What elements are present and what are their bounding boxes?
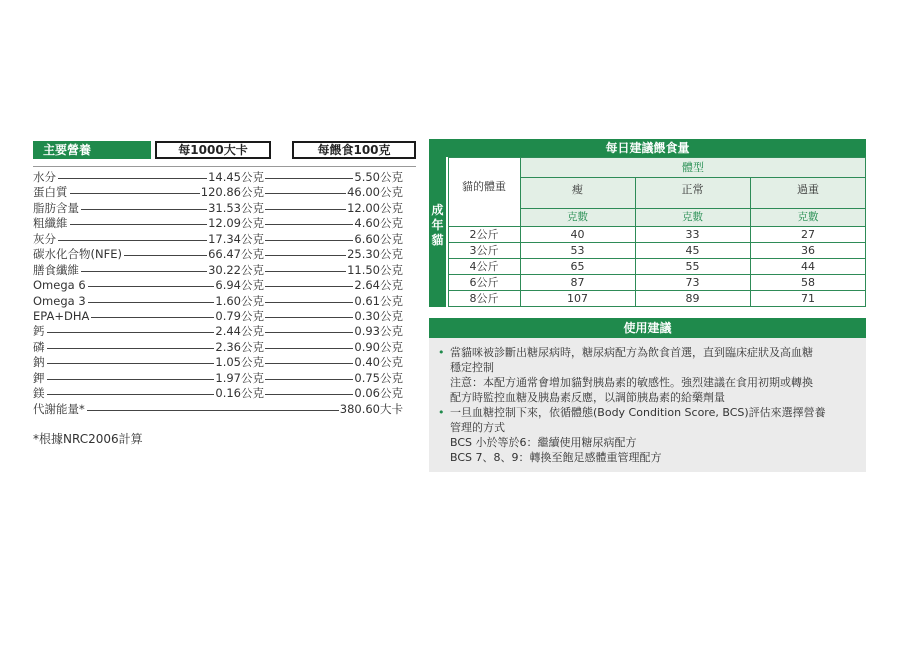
nutrition-row [33, 278, 416, 293]
weight-header: 貓的體重 [462, 180, 506, 193]
nutrition-header [33, 141, 416, 159]
nutrient-name: 磷 [33, 339, 45, 354]
nutrient-name: 灰分 [33, 231, 56, 246]
body-type-header: 體型 [682, 161, 704, 174]
grid-line [520, 177, 866, 178]
nutrition-row [33, 263, 416, 278]
feeding-value-cell: 40 [570, 228, 585, 241]
leader-line [265, 348, 358, 349]
feeding-value-cell: 27 [801, 228, 815, 241]
usage-body [438, 345, 858, 465]
usage-text: 一旦血糖控制下來，依循體態(Body Condition Score, BCS)評估來選擇營養 [450, 406, 826, 419]
nutrient-per1000: 12.09公克 [208, 216, 264, 231]
nutrition-row [33, 340, 416, 355]
nutrient-per1000: 6.94公克 [215, 278, 264, 293]
grid-line [448, 290, 866, 291]
nutrient-per1000: 17.34公克 [208, 231, 264, 246]
leader-line [33, 240, 221, 241]
nutrient-name: 蛋白質 [33, 185, 68, 200]
leader-line [265, 209, 358, 210]
leader-line [265, 224, 358, 225]
nutrition-row [33, 247, 416, 262]
feeding-value-cell: 55 [685, 260, 700, 273]
nutrition-row [33, 232, 416, 247]
side-label-char: 貓 [431, 233, 444, 247]
nutrient-per1000: 2.44公克 [215, 324, 264, 339]
grid-line [448, 157, 866, 158]
nutrition-row [33, 294, 416, 309]
nutrition-row [33, 324, 416, 339]
feeding-weight-cell: 4公斤 [469, 260, 499, 273]
side-label-char: 年 [431, 218, 444, 232]
feeding-weight-cell: 6公斤 [469, 276, 499, 289]
leader-line [33, 348, 221, 349]
nutrition-row [33, 170, 416, 185]
leader-line [265, 394, 358, 395]
usage-bcs: BCS 小於等於6：繼續使用糖尿病配方 [450, 436, 637, 449]
feeding-value-cell: 73 [685, 276, 700, 289]
usage-text: 管理的方式 [450, 421, 505, 434]
usage-bcs: BCS 7、8、9：轉換至飽足感體重管理配方 [450, 451, 662, 464]
usage-text: 穩定控制 [450, 361, 494, 374]
leader-line [33, 394, 221, 395]
feeding-value-cell: 53 [570, 244, 585, 257]
nutrient-name: 鈉 [33, 355, 45, 370]
feeding-value-cell: 36 [801, 244, 815, 257]
unit-label-thin: 克數 [567, 211, 588, 223]
leader-line [265, 240, 358, 241]
grid-line [448, 258, 866, 259]
nutrition-rows [33, 170, 416, 417]
bullet-dot-icon: • [438, 346, 445, 359]
nutrient-per100: 12.00公克 [347, 200, 403, 215]
nutrition-header-per1000: 每1000大卡 [155, 141, 271, 159]
nutrition-footnote: *根據NRC2006計算 [33, 432, 143, 446]
grid-line [448, 306, 866, 307]
nutrient-per100: 2.64公克 [354, 278, 403, 293]
nutrition-divider [33, 166, 416, 167]
feeding-value-cell: 89 [685, 292, 700, 305]
nutrient-per100: 0.93公克 [354, 324, 403, 339]
leader-line [33, 379, 221, 380]
feeding-value-cell: 107 [567, 292, 588, 305]
nutrient-per1000: 0.79公克 [215, 308, 264, 323]
bullet-dot-icon: • [438, 406, 445, 419]
leader-line [33, 332, 221, 333]
feeding-grid [448, 157, 866, 307]
nutrient-per1000: 0.16公克 [215, 386, 264, 401]
feeding-weight-cell: 3公斤 [469, 244, 499, 257]
grid-line [448, 242, 866, 243]
nutrient-per100: 46.00公克 [347, 185, 403, 200]
nutrient-per1000: 120.86公克 [200, 185, 264, 200]
feeding-value-cell: 87 [570, 276, 585, 289]
feeding-value-cell: 58 [801, 276, 815, 289]
side-label-char: 成 [431, 203, 444, 217]
nutrient-per1000: 2.36公克 [215, 339, 264, 354]
nutrient-per1000: 1.97公克 [215, 370, 264, 385]
nutrient-name: 膳食纖維 [33, 262, 79, 277]
usage-text: 當貓咪被診斷出糖尿病時，糖尿病配方為飲食首選，直到臨床症狀及高血糖 [450, 346, 813, 359]
feeding-weight-cell: 2公斤 [469, 228, 499, 241]
nutrient-name: 碳水化合物(NFE) [33, 247, 122, 262]
nutrient-per100: 4.60公克 [354, 216, 403, 231]
grid-line [520, 208, 866, 209]
feeding-weight-cell: 8公斤 [469, 292, 499, 305]
nutrient-per100: 0.90公克 [354, 339, 403, 354]
nutrient-name: Omega 6 [33, 278, 86, 293]
leader-line [265, 302, 358, 303]
usage-bullet-2 [438, 405, 858, 465]
nutrition-row [33, 216, 416, 231]
usage-title: 使用建議 [429, 318, 866, 338]
feeding-title: 每日建議餵食量 [429, 139, 866, 157]
nutrient-per100: 6.60公克 [354, 231, 403, 246]
feeding-value-cell: 65 [570, 260, 585, 273]
nutrition-table [33, 141, 416, 417]
feeding-value-cell: 33 [685, 228, 700, 241]
unit-label-normal: 克數 [682, 211, 703, 223]
nutrient-per100: 0.61公克 [354, 293, 403, 308]
nutrition-header-main: 主要營養 [33, 141, 151, 159]
nutrient-per1000: 1.05公克 [215, 355, 264, 370]
nutrient-name: 鉀 [33, 370, 45, 385]
leader-line [265, 286, 358, 287]
nutrient-name: 粗纖維 [33, 216, 68, 231]
nutrient-name: 水分 [33, 170, 56, 184]
nutrition-row [33, 371, 416, 386]
nutrient-name: 鎂 [33, 386, 45, 401]
type-header-overweight: 過重 [797, 183, 819, 196]
leader-line [265, 255, 358, 256]
leader-line [33, 363, 221, 364]
leader-line [265, 332, 358, 333]
leader-line [265, 317, 358, 318]
nutrient-per1000: 1.60公克 [215, 293, 264, 308]
nutrient-per100: 0.06公克 [354, 386, 403, 401]
energy-value: 380.60大卡 [339, 401, 403, 416]
usage-panel [429, 318, 866, 472]
nutrient-per100: 25.30公克 [347, 247, 403, 262]
feeding-value-cell: 45 [685, 244, 700, 257]
nutrient-per1000: 14.45公克 [208, 170, 264, 184]
leader-line [265, 379, 358, 380]
usage-note: 配方時監控血糖及胰島素反應，以調節胰島素的給藥劑量 [450, 391, 725, 404]
feeding-table [429, 139, 866, 307]
leader-line [265, 193, 358, 194]
usage-bullet-1 [438, 345, 858, 405]
unit-label-overweight: 克數 [797, 211, 819, 223]
nutrition-header-per100: 每餵食100克 [292, 141, 416, 159]
nutrient-name: 鈣 [33, 324, 45, 339]
feeding-side-label [429, 157, 446, 307]
leader-line [265, 178, 358, 179]
nutrient-per1000: 31.53公克 [208, 200, 264, 215]
usage-note: 注意：本配方通常會增加貓對胰島素的敏感性。強烈建議在食用初期或轉換 [450, 376, 813, 389]
nutrition-row [33, 201, 416, 216]
nutrition-row [33, 355, 416, 370]
energy-row [33, 402, 416, 417]
nutrient-per1000: 66.47公克 [208, 247, 264, 262]
nutrient-name: EPA+DHA [33, 308, 90, 323]
grid-line [448, 274, 866, 275]
nutrient-per100: 0.75公克 [354, 370, 403, 385]
nutrition-row [33, 185, 416, 200]
nutrient-per1000: 30.22公克 [208, 262, 264, 277]
nutrient-per100: 5.50公克 [354, 170, 403, 184]
leader-line [33, 178, 221, 179]
type-header-thin: 瘦 [572, 183, 583, 196]
leader-line [265, 271, 358, 272]
type-header-normal: 正常 [681, 183, 704, 196]
nutrition-row [33, 309, 416, 324]
nutrient-name: 脂肪含量 [33, 200, 79, 215]
nutrient-per100: 0.40公克 [354, 355, 403, 370]
feeding-value-cell: 71 [801, 292, 815, 305]
nutrient-name: Omega 3 [33, 293, 86, 308]
energy-name: 代謝能量* [33, 401, 85, 416]
nutrient-per100: 0.30公克 [354, 308, 403, 323]
nutrition-row [33, 386, 416, 401]
leader-line [265, 363, 358, 364]
feeding-value-cell: 44 [801, 260, 815, 273]
nutrient-per100: 11.50公克 [347, 262, 403, 277]
